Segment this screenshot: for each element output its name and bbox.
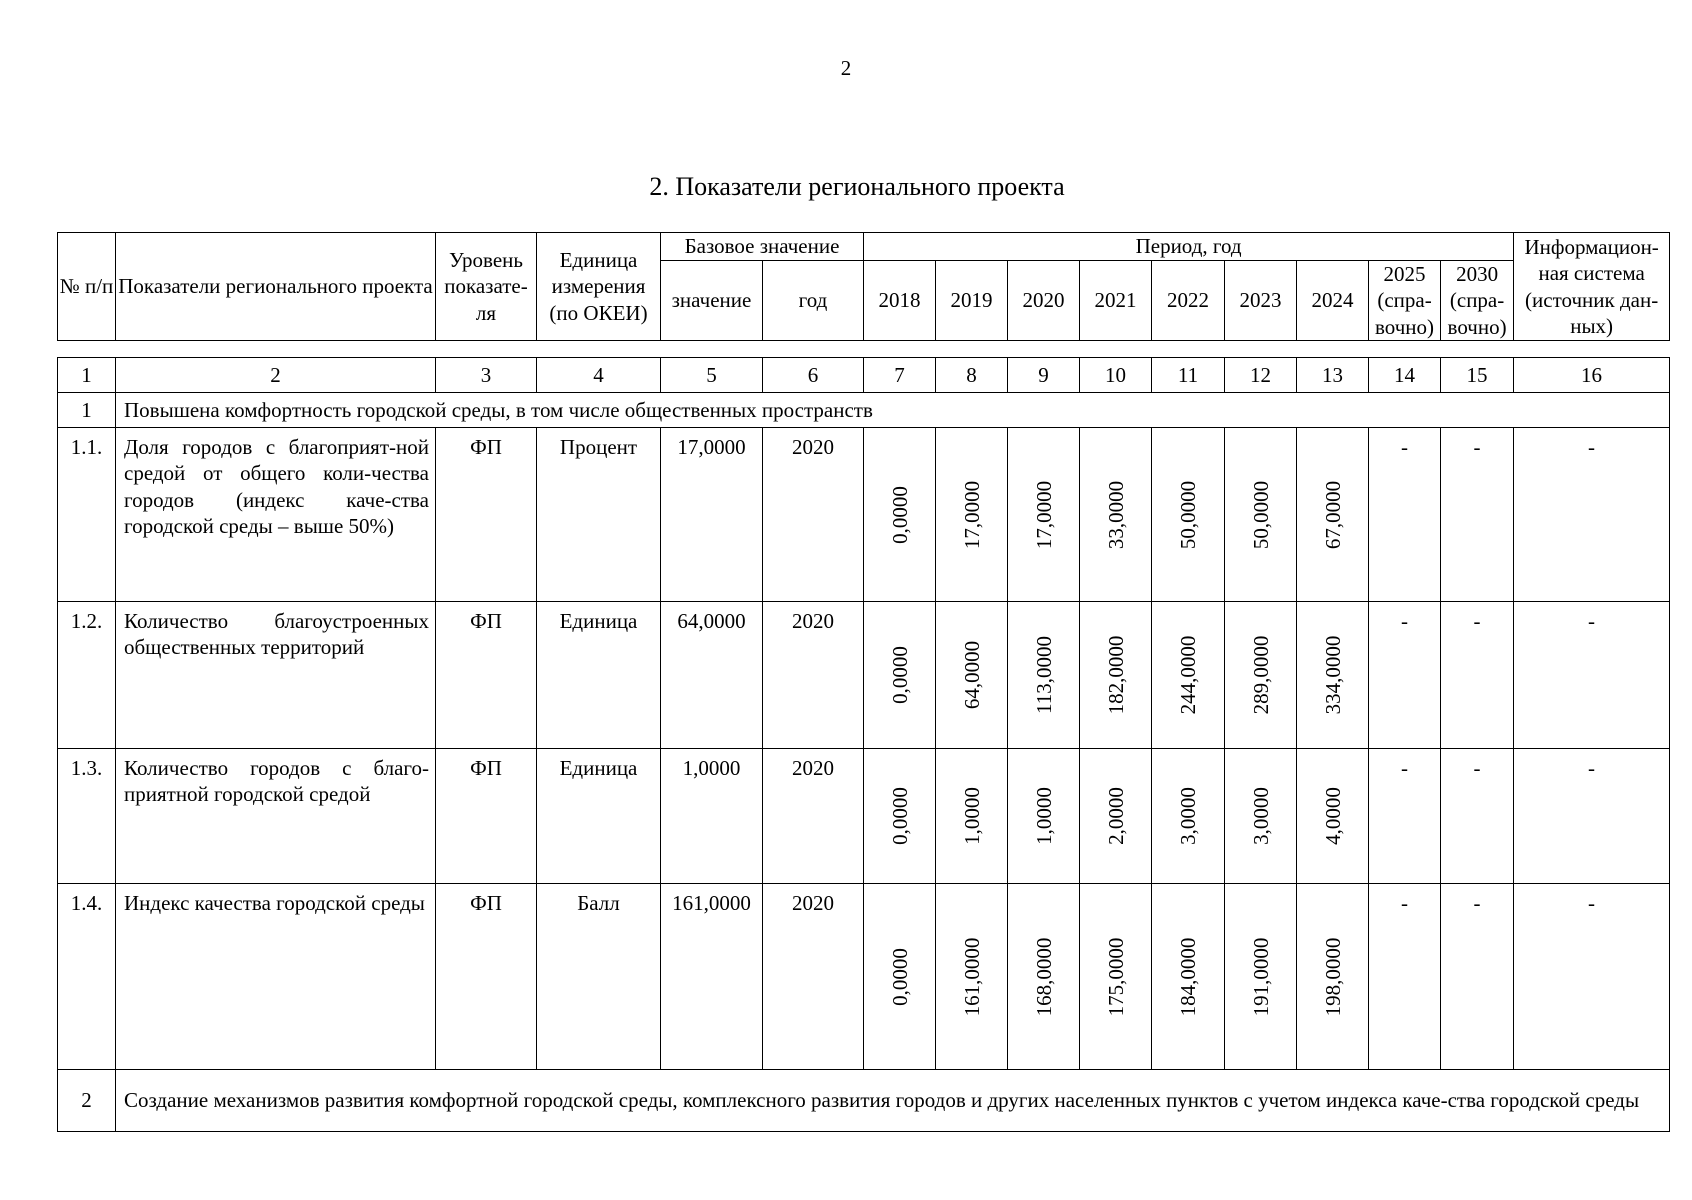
indicators-table-header (57, 232, 1670, 341)
row-number: 1.2. (58, 602, 116, 749)
year-value: 289,0000 (1248, 635, 1273, 715)
year-value: 4,0000 (1320, 787, 1345, 845)
year-value: 50,0000 (1248, 480, 1273, 549)
header-num: № п/п (58, 233, 116, 341)
value-2030: - (1441, 428, 1514, 602)
base-year: 2020 (763, 428, 864, 602)
table-row (58, 428, 1670, 602)
column-number-row (58, 358, 1670, 393)
header-period-group: Период, год (864, 233, 1514, 261)
table-row (58, 884, 1670, 1070)
year-value: 244,0000 (1175, 635, 1200, 715)
indicator-name: Доля городов с благоприят-ной средой от общего коли-чества городов (индекс каче-ства городской среды – выше 50%) (116, 428, 436, 602)
info-system: - (1514, 749, 1670, 884)
year-value: 168,0000 (1031, 937, 1056, 1016)
row-number: 1.4. (58, 884, 116, 1070)
indicator-level: ФП (436, 749, 537, 884)
unit: Процент (537, 428, 661, 602)
year-value: 113,0000 (1031, 636, 1056, 714)
info-system: - (1514, 428, 1670, 602)
info-system: - (1514, 884, 1670, 1070)
year-value: 0,0000 (887, 947, 912, 1006)
header-base-year: год (763, 261, 864, 341)
column-number: 6 (763, 358, 864, 393)
header-level: Уровень показате-ля (436, 233, 537, 341)
page-title: 2. Показатели регионального проекта (649, 172, 1065, 201)
indicator-name: Индекс качества городской среды (116, 884, 436, 1070)
header-base-group: Базовое значение (661, 233, 864, 261)
section-row (58, 1070, 1670, 1132)
year-value: 67,0000 (1320, 480, 1345, 549)
base-year: 2020 (763, 884, 864, 1070)
value-2025: - (1369, 602, 1441, 749)
year-value: 0,0000 (887, 485, 912, 544)
year-value: 3,0000 (1248, 787, 1273, 845)
column-number: 5 (661, 358, 763, 393)
base-value: 17,0000 (661, 428, 763, 602)
row-number: 1.1. (58, 428, 116, 602)
row-number: 1.3. (58, 749, 116, 884)
column-number: 8 (936, 358, 1008, 393)
header-year: 2025 (спра-вочно) (1369, 261, 1441, 341)
year-value: 2,0000 (1103, 787, 1128, 845)
indicator-level: ФП (436, 884, 537, 1070)
column-number: 10 (1080, 358, 1152, 393)
base-year: 2020 (763, 749, 864, 884)
unit: Единица (537, 602, 661, 749)
value-2030: - (1441, 884, 1514, 1070)
year-value: 0,0000 (887, 787, 912, 845)
section-number: 2 (58, 1070, 116, 1132)
section-title: Повышена комфортность городской среды, в том числе общественных пространств (116, 393, 1670, 428)
section-number: 1 (58, 393, 116, 428)
year-value: 17,0000 (959, 480, 984, 549)
section-title: Создание механизмов развития комфортной городской среды, комплексного развития городов и других населенных пунктов с учетом индекса каче-ства городской среды (116, 1070, 1670, 1132)
unit: Балл (537, 884, 661, 1070)
base-year: 2020 (763, 602, 864, 749)
year-value: 175,0000 (1103, 937, 1128, 1016)
header-year: 2018 (864, 261, 936, 341)
year-value: 64,0000 (959, 640, 984, 710)
indicator-level: ФП (436, 602, 537, 749)
table-row (58, 749, 1670, 884)
year-value: 334,0000 (1320, 635, 1345, 715)
column-number: 12 (1225, 358, 1297, 393)
year-value: 50,0000 (1175, 480, 1200, 549)
value-2030: - (1441, 602, 1514, 749)
header-year: 2022 (1152, 261, 1225, 341)
year-value: 191,0000 (1248, 937, 1273, 1016)
year-value: 17,0000 (1031, 480, 1056, 549)
header-info-system: Информацион-ная система (источник дан-ных) (1514, 233, 1670, 341)
column-number: 7 (864, 358, 936, 393)
base-value: 64,0000 (661, 602, 763, 749)
header-year: 2020 (1008, 261, 1080, 341)
year-value: 198,0000 (1320, 937, 1345, 1016)
value-2025: - (1369, 884, 1441, 1070)
year-value: 3,0000 (1175, 787, 1200, 845)
column-number: 2 (116, 358, 436, 393)
header-indicator: Показатели регионального проекта (116, 233, 436, 341)
year-value: 1,0000 (1031, 787, 1056, 845)
table-row (58, 602, 1670, 749)
year-value: 1,0000 (959, 787, 984, 845)
column-number: 15 (1441, 358, 1514, 393)
column-number: 3 (436, 358, 537, 393)
column-number: 16 (1514, 358, 1670, 393)
page-number: 2 (840, 56, 852, 80)
indicator-level: ФП (436, 428, 537, 602)
header-base-value: значение (661, 261, 763, 341)
base-value: 161,0000 (661, 884, 763, 1070)
base-value: 1,0000 (661, 749, 763, 884)
column-number: 11 (1152, 358, 1225, 393)
year-value: 184,0000 (1175, 937, 1200, 1016)
unit: Единица (537, 749, 661, 884)
year-value: 161,0000 (959, 937, 984, 1016)
column-number: 14 (1369, 358, 1441, 393)
value-2030: - (1441, 749, 1514, 884)
header-year: 2019 (936, 261, 1008, 341)
column-number: 9 (1008, 358, 1080, 393)
header-year: 2024 (1297, 261, 1369, 341)
header-year: 2021 (1080, 261, 1152, 341)
header-year: 2030 (спра-вочно) (1441, 261, 1514, 341)
header-year: 2023 (1225, 261, 1297, 341)
year-value: 0,0000 (887, 646, 912, 704)
value-2025: - (1369, 428, 1441, 602)
column-number: 4 (537, 358, 661, 393)
column-number: 13 (1297, 358, 1369, 393)
year-value: 182,0000 (1103, 635, 1128, 715)
column-number: 1 (58, 358, 116, 393)
indicator-name: Количество благоустроенных общественных территорий (116, 602, 436, 749)
indicators-table (57, 357, 1670, 1132)
indicator-name: Количество городов с благо-приятной городской средой (116, 749, 436, 884)
header-unit: Единица измерения (по ОКЕИ) (537, 233, 661, 341)
info-system: - (1514, 602, 1670, 749)
year-value: 33,0000 (1103, 480, 1128, 549)
section-row (58, 393, 1670, 428)
value-2025: - (1369, 749, 1441, 884)
